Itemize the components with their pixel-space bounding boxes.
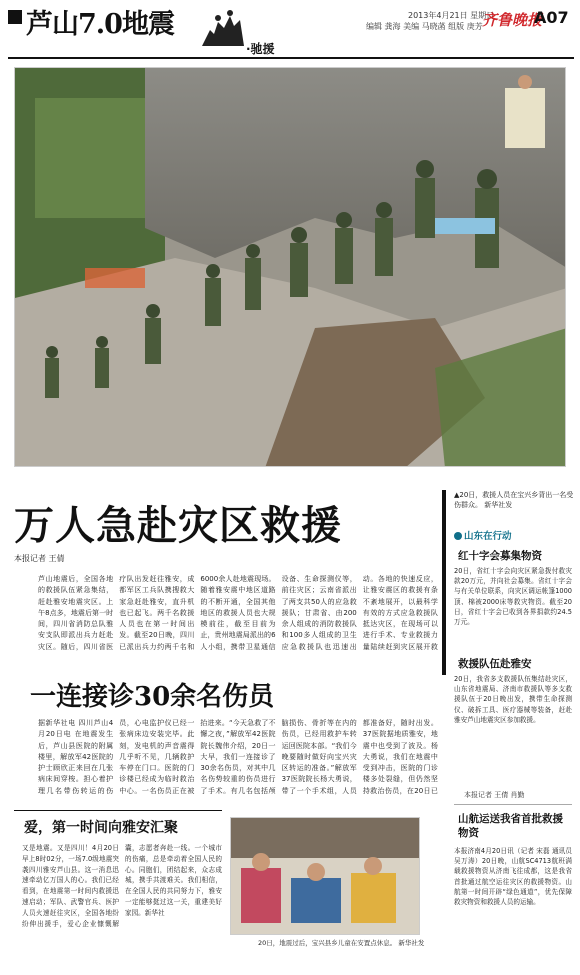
rescuers-silhouette-icon: [200, 6, 246, 50]
brief-divider: [454, 804, 572, 805]
brief-headline-airline: 山航运送我省首批救援物资: [458, 813, 563, 839]
main-byline: 本报记者 王倩: [14, 554, 65, 563]
brief-body-red-cross: 20日，省红十字会向灾区紧急拨付救灾款20万元，并向社会募集。省红十字会与有关单位联系，向灾区调运帐篷1000顶、棉被2000床等救灾物资。截至20日，省红十字会已收到各界捐款约24.5万元。: [454, 567, 572, 627]
main-photo-caption: ▲20日，救援人员在宝兴乡背出一名受伤群众。 新华社发: [454, 491, 574, 509]
right-sidebar: [454, 490, 574, 960]
section-label-shandong: [454, 528, 512, 542]
brief-headline-red-cross: 红十字会募集物资: [458, 550, 542, 562]
section-label-text: 山东在行动: [464, 531, 512, 542]
commentary-title: 爱，第一时间向雅安汇聚: [24, 820, 178, 836]
main-photo-rescue-soldiers: [14, 67, 566, 467]
section-subtitle: ·驰援: [246, 42, 275, 56]
brief-body-airline: 本报济南4月20日讯（记者 宋磊 通讯员 吴万涛）20日晚，山航SC4713航班满载救援物资从济南飞往成都，这是我省首批通过航空运往灾区的救援物资。山航第一时间开辟“绿色通道”，优先保障救灾物资和救援人员的运输。: [454, 847, 572, 907]
commentary-body: 又是地震。又是四川！4月20日早上8时02分，一场7.0级地震突袭四川雅安芦山县。这一消息迅速牵动亿万国人的心。我们已经看到，在地震第一时间内救援迅速启动；军队、武警官兵、医护人员火速赶往灾区，全国各地纷纷伸出援手，爱心企业慷慨解囊，志愿者奔赴一线。一个城市的伤痛，总是牵动着全国人民的心。同胞们，团结起来，众志成城，携手共渡难关。我们相信，在全国人民的共同努力下，雅安一定能够挺过这一关，重建美好家园。新华社: [22, 844, 222, 928]
commentary-box: [14, 810, 222, 950]
sub-article-body: 据新华社电 四川芦山4月20日电 在地震发生后，芦山县医院的附属楼里，解放军42医院的护士顾欣正来回在几张病床间穿梭。担心着护理几名带伤转运的伤员，心电监护仪已经一张病床边安装完毕。此刻，发电机的声音震得几乎听不见，几辆救护车停在门口。医院的门诊楼已经成为临时救治中心。一名伤员正在被抬进来。“今天急救了不懈之夜，”解放军42医院院长魏伟介绍，20日一大早，我们一连接诊了30余名伤员，对其中几名伤势较重的伤员进行了手术。有几名包括颅脑损伤、骨折等在内的伤员，已经用救护车转运回医院本部。“我们今晚要随时做好向宝兴灾区转运的准备。”解放军37医院院长杨大勇说，带了一个手术组，人员都准备好，随时出发。37医院据地质雅安，地震中也受到了波及。杨大勇说，我们在地震中受到冲击，医院的门诊楼多处裂缝，但仍然坚持救治伤员，在20日已: [38, 719, 438, 795]
shelter-children-photo: [230, 817, 420, 935]
page-number: A07: [534, 8, 569, 27]
header-rule: [8, 57, 574, 59]
brief-body-rescue-team: 20日，我省多支救援队伍集结赴灾区，山东省地震局、济南市救援队等多支救援队伍于20日晚出发，携带生命探测仪、破拆工具、医疗器械等装备，赶赴雅安芦山地震灾区参加救援。: [454, 675, 572, 724]
issue-date: 2013年4月21日 星期日: [408, 11, 495, 20]
header-block-mark: [8, 10, 22, 24]
main-headline: 万人急赴灾区救援: [14, 502, 342, 549]
page-header: [0, 0, 580, 55]
editor-credits: 编辑 龚海 美编 马晓菡 组版 庚芳: [366, 22, 483, 31]
brief-headline-rescue-team: 救援队伍赴雅安: [458, 658, 532, 670]
main-article-body: 芦山地震后，全国各地的救援队伍紧急集结，赶赴雅安地震灾区。上午8点多，地震后第一时间，四川省消防总队雅安支队即派出兵力赶赴灾区。随后，四川省医疗队出发赶往雅安，成都军区工兵队携搜救大家急赶赴雅安，直升机也已起飞。两千名救援人员也在第一时间出发。截至20日晚，四川已派出兵力约两千名和6000余人赴地震现场。随着雅安震中地区道路的不断开通，全国其他地区的救援人员也大规模前往，截至目前为止，贵州地震局派出的6人小组，携带卫星通信设备、生命探测仪等，前往灾区；云南省派出了两支共50人的应急救援队；甘肃省、由200余人组成的消防救援队和100多人组成的卫生应急救援队也迅速出动。各地的快速反应，让雅安震区的救援有条不紊地展开，以最科学有效的方式应急救援队抵达灾区，在现场可以进行手术、专业救援力量陆续赶到灾区展开救: [38, 575, 438, 651]
section-bullet-icon: [454, 532, 462, 540]
section-title: 芦山7.0地震: [26, 9, 174, 40]
shelter-photo-caption: 20日，地震过后，宝兴县乡儿童在安置点休息。 新华社发: [258, 939, 425, 947]
sub-headline: 一连接诊30余名伤员: [30, 682, 275, 712]
brief-reporter-credit: 本报记者 王倩 肖勤: [464, 791, 525, 799]
newspaper-logo: 齐鲁晚报: [482, 11, 543, 29]
column-divider: [442, 490, 446, 675]
